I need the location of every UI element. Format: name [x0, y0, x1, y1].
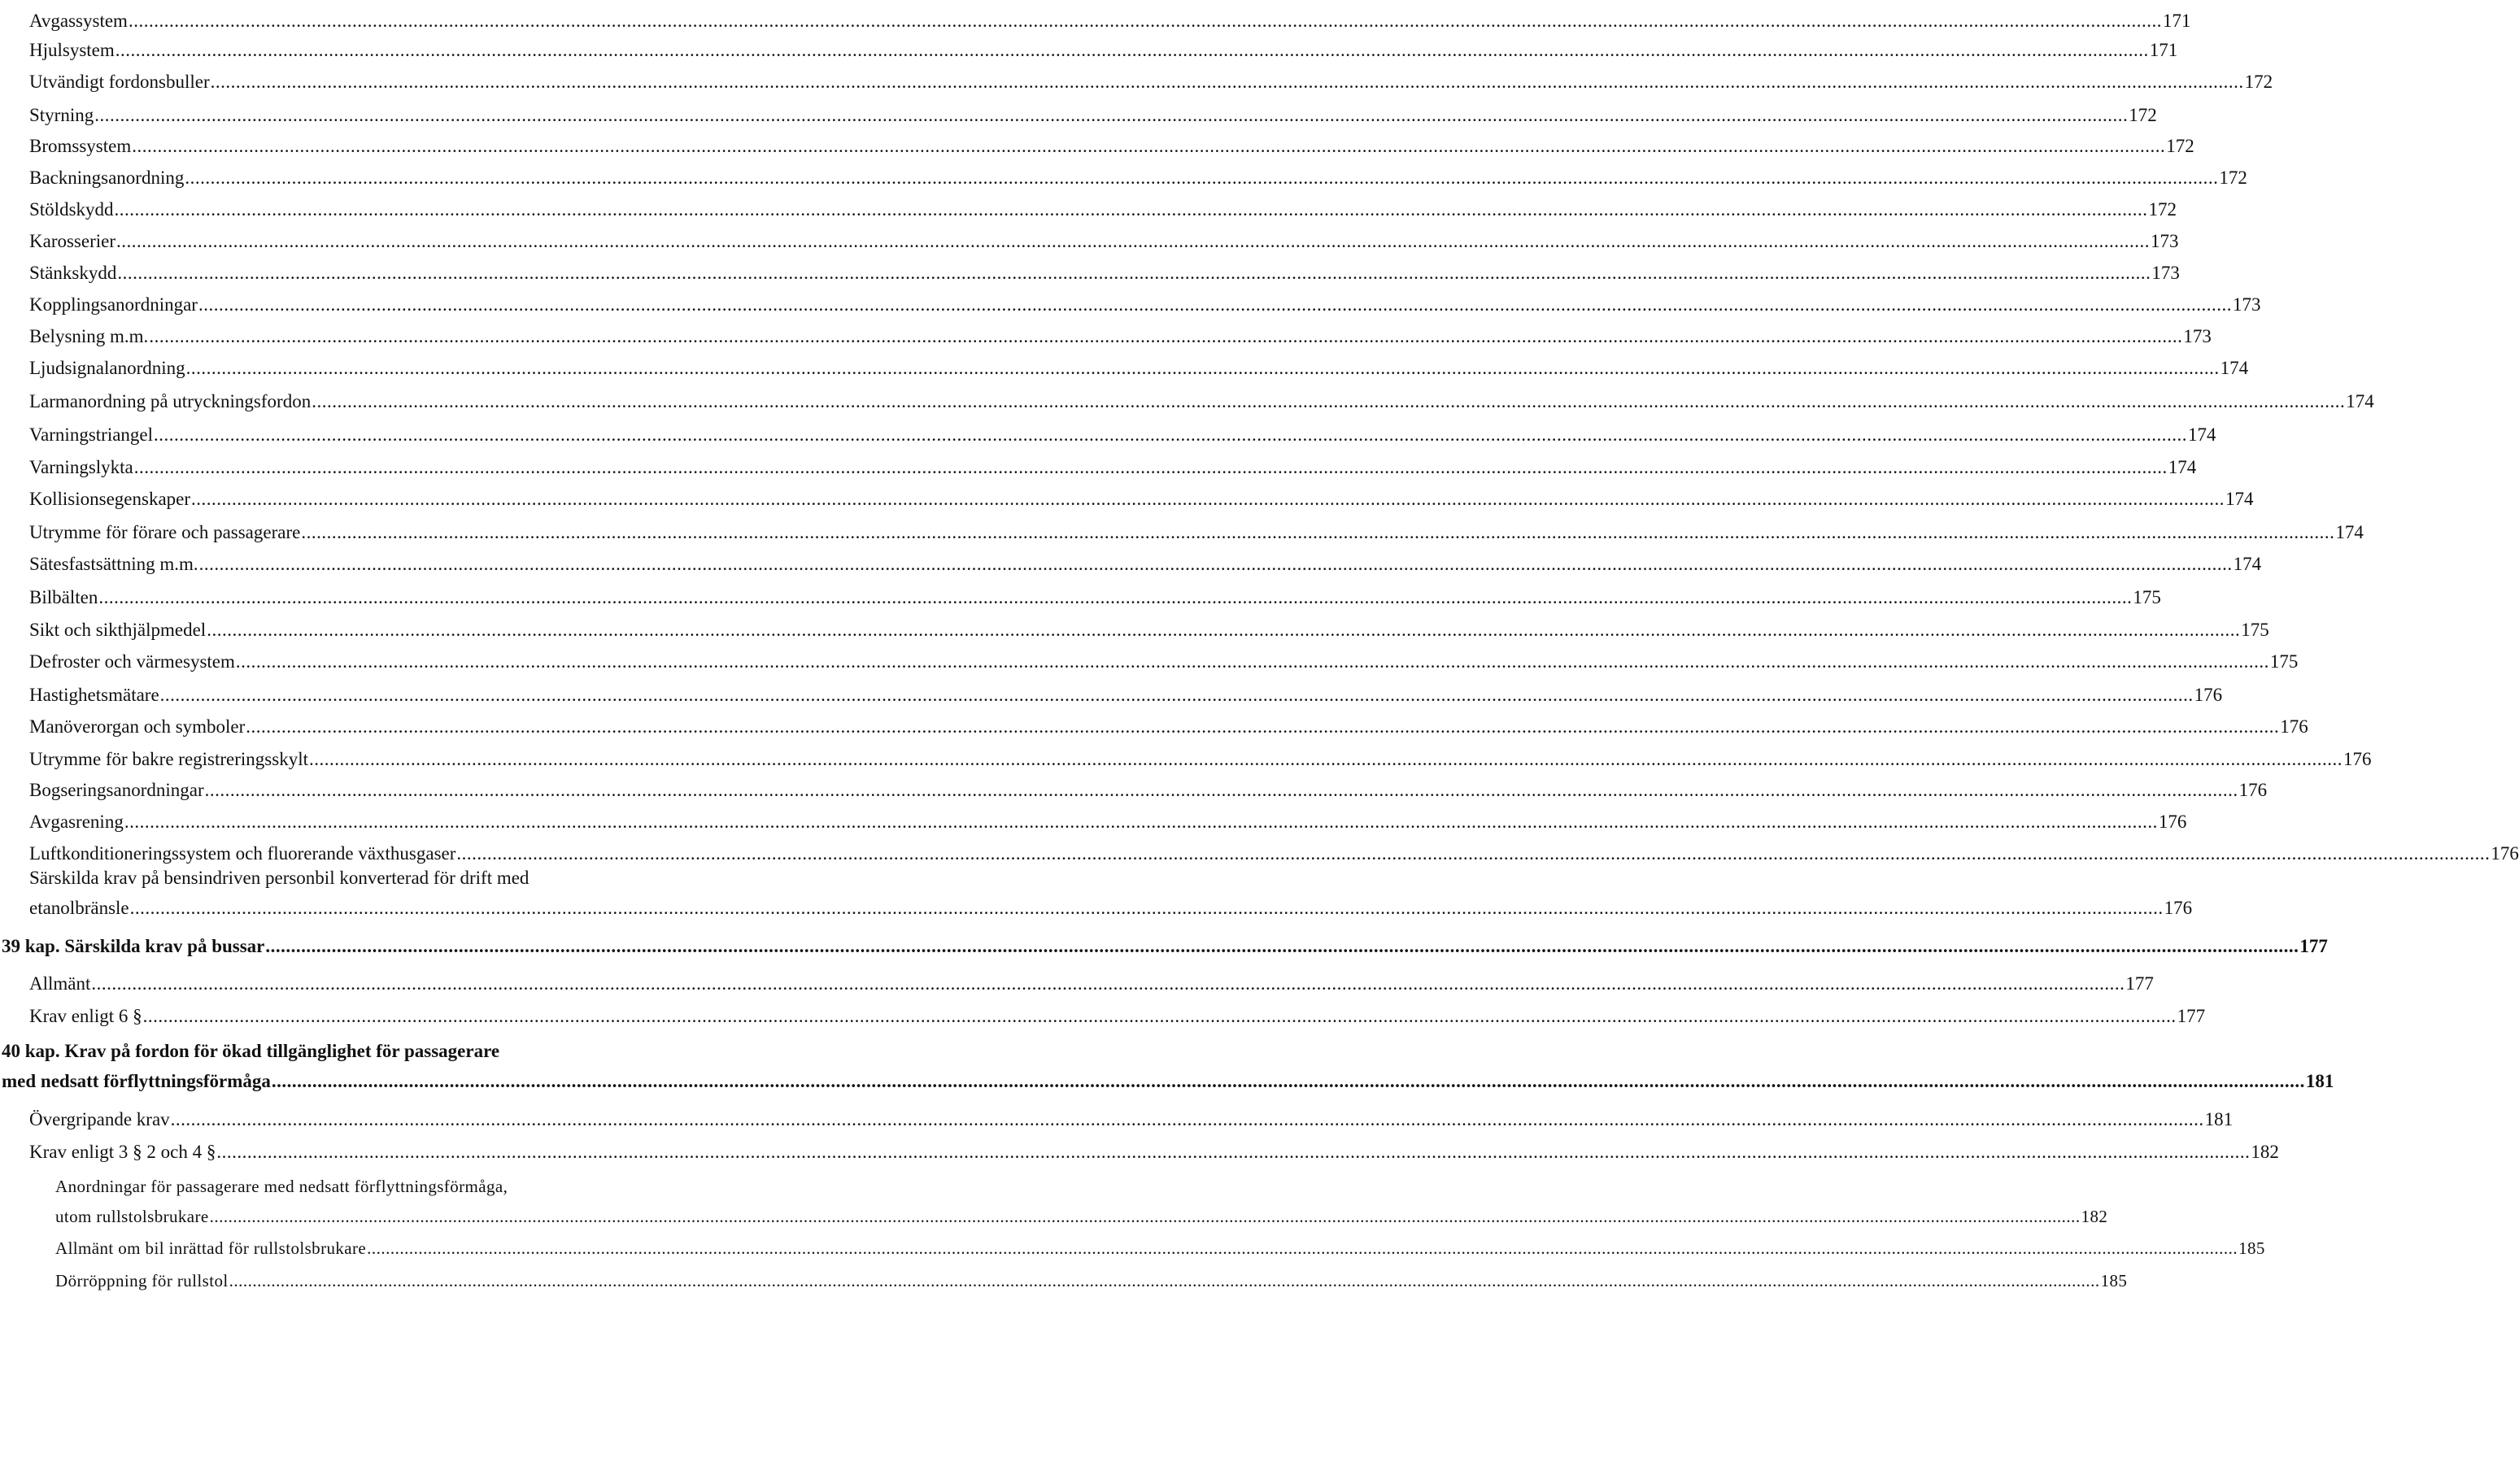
toc-entry-line — [29, 586, 2161, 609]
toc-entry-title: Krav enligt 6 § — [29, 1006, 142, 1026]
toc-entry-title-line1: Särskilda krav på bensindriven personbil konverterad för drift med — [29, 868, 530, 888]
toc-entry-line — [29, 198, 2177, 221]
toc-entry-title: Utvändigt fordonsbuller — [29, 72, 210, 92]
toc-entry-line — [55, 1270, 2128, 1291]
toc-entry-title: med nedsatt förflyttningsförmåga — [2, 1071, 271, 1091]
toc-entry-page-number: 174 — [2168, 457, 2197, 477]
toc-entry-line — [29, 553, 2262, 576]
dot-leader: ................................................................................................................................................................................................................................................................................................................................................................................................................ — [132, 136, 2166, 156]
toc-entry-page-number: 181 — [2204, 1109, 2234, 1129]
toc-entry-line — [29, 973, 2154, 995]
toc-entry-title: Dörröppning för rullstol — [55, 1271, 229, 1290]
dot-leader: ................................................................................................................................................................................................................................................................................................................................................................................................................ — [209, 1207, 2081, 1226]
toc-entry-page-number: 176 — [2158, 812, 2187, 832]
dot-leader: ................................................................................................................................................................................................................................................................................................................................................................................................................ — [246, 716, 2280, 737]
dot-leader: ................................................................................................................................................................................................................................................................................................................................................................................................................ — [198, 294, 2232, 315]
toc-entry-line — [2, 1070, 2334, 1093]
dot-leader: ................................................................................................................................................................................................................................................................................................................................................................................................................ — [265, 936, 2299, 956]
toc-entry-line — [29, 1108, 2234, 1131]
toc-entry-page-number: 177 — [2177, 1006, 2206, 1026]
dot-leader: ................................................................................................................................................................................................................................................................................................................................................................................................................ — [94, 105, 2129, 125]
toc-entry-title: Stöldskydd — [29, 199, 114, 220]
toc-entry-line — [29, 1141, 2279, 1164]
dot-leader: ................................................................................................................................................................................................................................................................................................................................................................................................................ — [456, 843, 2491, 864]
toc-entry-page-number: 182 — [2081, 1207, 2108, 1226]
toc-entry-page-number: 174 — [2346, 391, 2374, 411]
toc-entry-title: Bromssystem — [29, 136, 132, 156]
toc-entry-page-number: 177 — [2125, 973, 2154, 994]
dot-leader: ................................................................................................................................................................................................................................................................................................................................................................................................................ — [170, 1109, 2204, 1129]
dot-leader: ................................................................................................................................................................................................................................................................................................................................................................................................................ — [117, 263, 2151, 283]
toc-entry-page-number: 185 — [2238, 1238, 2265, 1258]
toc-entry-line — [29, 811, 2187, 833]
dot-leader: ................................................................................................................................................................................................................................................................................................................................................................................................................ — [301, 522, 2335, 542]
dot-leader: ................................................................................................................................................................................................................................................................................................................................................................................................................ — [124, 812, 2158, 832]
toc-entry-page-number: 175 — [2133, 587, 2161, 607]
toc-entry-title: utom rullstolsbrukare — [55, 1207, 209, 1226]
toc-entry-line — [29, 488, 2254, 511]
dot-leader: ................................................................................................................................................................................................................................................................................................................................................................................................................ — [216, 1142, 2251, 1162]
toc-entry-line — [29, 684, 2223, 707]
dot-leader: ................................................................................................................................................................................................................................................................................................................................................................................................................ — [116, 231, 2151, 251]
toc-entry-page-number: 176 — [2238, 780, 2268, 800]
dot-leader: ................................................................................................................................................................................................................................................................................................................................................................................................................ — [207, 620, 2241, 640]
toc-entry-title: Styrning — [29, 105, 94, 125]
toc-entry-title: Avgasrening — [29, 812, 124, 832]
toc-entry-title: Sätesfastsättning m.m. — [29, 554, 198, 574]
dot-leader: ................................................................................................................................................................................................................................................................................................................................................................................................................ — [114, 199, 2148, 220]
toc-entry-title: Hjulsystem — [29, 40, 115, 60]
dot-leader: ................................................................................................................................................................................................................................................................................................................................................................................................................ — [129, 898, 2164, 918]
dot-leader: ................................................................................................................................................................................................................................................................................................................................................................................................................ — [133, 457, 2168, 477]
toc-entry-title: Bilbälten — [29, 587, 98, 607]
toc-entry-line — [55, 1238, 2265, 1259]
toc-entry-title: Luftkonditioneringssystem och fluorerande växthusgaser — [29, 843, 456, 864]
toc-entry-line — [29, 167, 2247, 189]
toc-entry-line — [29, 325, 2212, 348]
toc-entry-line — [29, 71, 2273, 94]
toc-entry-line — [29, 390, 2374, 413]
dot-leader: ................................................................................................................................................................................................................................................................................................................................................................................................................ — [210, 72, 2244, 92]
toc-entry-page-number: 174 — [2220, 358, 2249, 378]
toc-entry-line — [29, 294, 2261, 316]
toc-entry-page-number: 176 — [2164, 898, 2193, 918]
toc-entry-line — [29, 262, 2180, 285]
toc-entry-line — [29, 716, 2308, 738]
dot-leader: ................................................................................................................................................................................................................................................................................................................................................................................................................ — [154, 424, 2188, 445]
toc-entry-line — [29, 897, 2193, 920]
dot-leader: ................................................................................................................................................................................................................................................................................................................................................................................................................ — [204, 780, 2238, 800]
toc-entry-line — [29, 521, 2364, 544]
toc-entry-title: Kopplingsanordningar — [29, 294, 198, 315]
dot-leader: ................................................................................................................................................................................................................................................................................................................................................................................................................ — [235, 651, 2269, 672]
toc-entry-title: Stänkskydd — [29, 263, 117, 283]
toc-entry-page-number: 174 — [2233, 554, 2262, 574]
toc-entry-page-number: 172 — [2129, 105, 2157, 125]
toc-entry-page-number: 172 — [2148, 199, 2177, 220]
dot-leader: ................................................................................................................................................................................................................................................................................................................................................................................................................ — [142, 1006, 2177, 1026]
toc-entry-line — [29, 10, 2191, 33]
dot-leader: ................................................................................................................................................................................................................................................................................................................................................................................................................ — [115, 40, 2149, 60]
toc-entry-page-number: 173 — [2183, 326, 2212, 346]
toc-entry-line — [29, 357, 2249, 380]
toc-entry-title: etanolbränsle — [29, 898, 129, 918]
toc-entry-title: Övergripande krav — [29, 1109, 170, 1129]
toc-entry-line — [29, 779, 2268, 802]
toc-entry-title: Krav enligt 3 § 2 och 4 § — [29, 1142, 216, 1162]
toc-entry-page-number: 176 — [2343, 749, 2372, 769]
toc-entry-title: Sikt och sikthjälpmedel — [29, 620, 207, 640]
toc-entry-page-number: 173 — [2232, 294, 2261, 315]
toc-entry-title: Utrymme för förare och passagerare — [29, 522, 301, 542]
toc-entry-line — [55, 1206, 2108, 1227]
dot-leader: ................................................................................................................................................................................................................................................................................................................................................................................................................ — [198, 554, 2233, 574]
toc-entry-page-number: 181 — [2305, 1071, 2334, 1091]
toc-entry-page-number: 174 — [2335, 522, 2364, 542]
toc-entry-line — [29, 104, 2157, 127]
toc-entry-page-number: 174 — [2188, 424, 2216, 445]
toc-entry-title: Belysning m.m. — [29, 326, 149, 346]
dot-leader: ................................................................................................................................................................................................................................................................................................................................................................................................................ — [367, 1238, 2238, 1258]
toc-entry-title: Allmänt — [29, 973, 91, 994]
dot-leader: ................................................................................................................................................................................................................................................................................................................................................................................................................ — [185, 168, 2219, 188]
toc-entry-title-line1: 40 kap. Krav på fordon för ökad tillgänglighet för passagerare — [2, 1041, 500, 1061]
toc-entry-page-number: 173 — [2151, 231, 2179, 251]
toc-entry-title: Avgassystem — [29, 11, 128, 31]
toc-entry-title: Bogseringsanordningar — [29, 780, 204, 800]
toc-entry-title: Manöverorgan och symboler — [29, 716, 246, 737]
dot-leader: ................................................................................................................................................................................................................................................................................................................................................................................................................ — [229, 1271, 2100, 1290]
toc-entry-line — [29, 619, 2269, 642]
dot-leader: ................................................................................................................................................................................................................................................................................................................................................................................................................ — [309, 749, 2342, 769]
toc-entry-page-number: 185 — [2100, 1271, 2128, 1290]
toc-entry-title: Varningstriangel — [29, 424, 154, 445]
toc-entry-title-line1: Anordningar för passagerare med nedsatt förflyttningsförmåga, — [55, 1177, 508, 1196]
toc-entry-page-number: 182 — [2251, 1142, 2279, 1162]
toc-entry-line — [29, 456, 2197, 479]
toc-entry-title: Allmänt om bil inrättad för rullstolsbrukare — [55, 1238, 367, 1258]
toc-entry-line — [29, 39, 2178, 62]
toc-entry-page-number: 171 — [2162, 11, 2191, 31]
toc-entry-page-number: 172 — [2166, 136, 2194, 156]
toc-entry-line — [29, 424, 2216, 446]
toc-entry-title: 39 kap. Särskilda krav på bussar — [2, 936, 265, 956]
dot-leader: ................................................................................................................................................................................................................................................................................................................................................................................................................ — [149, 326, 2183, 346]
toc-entry-title: Karosserier — [29, 231, 116, 251]
toc-entry-line — [29, 1005, 2206, 1028]
toc-entry-page-number: 175 — [2269, 651, 2299, 672]
dot-leader: ................................................................................................................................................................................................................................................................................................................................................................................................................ — [312, 391, 2346, 411]
toc-entry-page-number: 172 — [2244, 72, 2273, 92]
toc-entry-page-number: 173 — [2151, 263, 2180, 283]
toc-entry-title: Kollisionsegenskaper — [29, 489, 191, 509]
toc-entry-line — [29, 842, 2519, 865]
toc-entry-title: Hastighetsmätare — [29, 685, 159, 705]
dot-leader: ................................................................................................................................................................................................................................................................................................................................................................................................................ — [128, 11, 2162, 31]
toc-entry-title: Larmanordning på utryckningsfordon — [29, 391, 312, 411]
dot-leader: ................................................................................................................................................................................................................................................................................................................................................................................................................ — [98, 587, 2133, 607]
toc-entry-page-number: 175 — [2241, 620, 2269, 640]
dot-leader: ................................................................................................................................................................................................................................................................................................................................................................................................................ — [271, 1071, 2305, 1091]
toc-entry-page-number: 174 — [2225, 489, 2254, 509]
toc-entry-page-number: 171 — [2149, 40, 2178, 60]
dot-leader: ................................................................................................................................................................................................................................................................................................................................................................................................................ — [191, 489, 2225, 509]
dot-leader: ................................................................................................................................................................................................................................................................................................................................................................................................................ — [159, 685, 2194, 705]
toc-entry-line — [29, 651, 2299, 673]
dot-leader: ................................................................................................................................................................................................................................................................................................................................................................................................................ — [91, 973, 2125, 994]
toc-entry-title: Defroster och värmesystem — [29, 651, 235, 672]
toc-entry-page-number: 177 — [2299, 936, 2328, 956]
toc-entry-line — [29, 230, 2179, 253]
toc-entry-line — [29, 135, 2194, 158]
toc-entry-title: Ljudsignalanordning — [29, 358, 185, 378]
toc-entry-page-number: 176 — [2491, 843, 2519, 864]
toc-entry-page-number: 176 — [2194, 685, 2223, 705]
toc-entry-title: Utrymme för bakre registreringsskylt — [29, 749, 308, 769]
toc-entry-page-number: 172 — [2219, 168, 2247, 188]
dot-leader: ................................................................................................................................................................................................................................................................................................................................................................................................................ — [185, 358, 2220, 378]
toc-entry-line — [2, 935, 2328, 958]
toc-entry-page-number: 176 — [2280, 716, 2308, 737]
toc-entry-title: Backningsanordning — [29, 168, 185, 188]
toc-entry-title: Varningslykta — [29, 457, 133, 477]
toc-entry-line — [29, 748, 2372, 771]
